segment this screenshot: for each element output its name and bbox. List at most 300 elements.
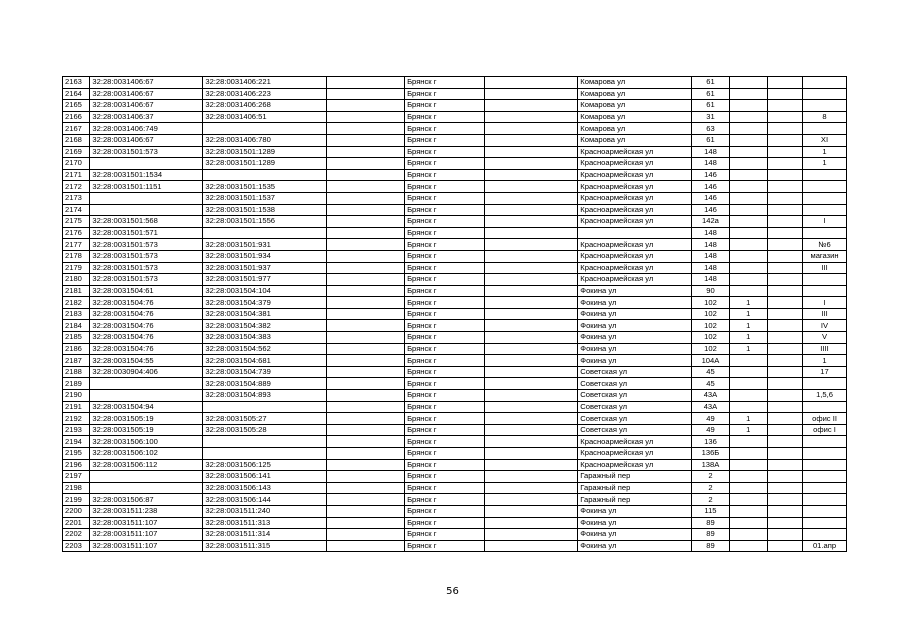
parcel-cadastral-number-cell: 32:28:0031501:573 bbox=[90, 146, 203, 158]
empty-cell bbox=[327, 77, 405, 89]
house-number-cell: 63 bbox=[692, 123, 729, 135]
empty-cell bbox=[327, 436, 405, 448]
premises-cell bbox=[803, 448, 847, 460]
table-row bbox=[63, 343, 847, 355]
empty-cell bbox=[327, 529, 405, 541]
empty-cell bbox=[327, 239, 405, 251]
empty-cell bbox=[327, 332, 405, 344]
empty-cell bbox=[327, 540, 405, 552]
empty-cell bbox=[327, 413, 405, 425]
building-cell bbox=[729, 123, 767, 135]
parcel-cadastral-number-cell: 32:28:0031406:67 bbox=[90, 134, 203, 146]
row-number-cell: 2190 bbox=[63, 390, 90, 402]
parcel-cadastral-number-cell: 32:28:0031501:571 bbox=[90, 227, 203, 239]
house-number-cell: 148 bbox=[692, 250, 729, 262]
premises-cell bbox=[803, 204, 847, 216]
building-cell bbox=[729, 529, 767, 541]
premises-cell bbox=[803, 274, 847, 286]
premises-cell bbox=[803, 227, 847, 239]
premises-cell bbox=[803, 529, 847, 541]
premises-cell bbox=[803, 505, 847, 517]
empty-cell bbox=[485, 169, 578, 181]
building-cell bbox=[729, 204, 767, 216]
street-cell: Фокина ул bbox=[578, 285, 692, 297]
parcel-cadastral-number-cell: 32:28:0031506:112 bbox=[90, 459, 203, 471]
object-cadastral-number-cell: 32:28:0031501:934 bbox=[203, 250, 327, 262]
parcel-cadastral-number-cell: 32:28:0031406:37 bbox=[90, 111, 203, 123]
street-cell: Фокина ул bbox=[578, 297, 692, 309]
row-number-cell: 2188 bbox=[63, 366, 90, 378]
parcel-cadastral-number-cell: 32:28:0031506:102 bbox=[90, 448, 203, 460]
empty-cell bbox=[327, 343, 405, 355]
parcel-cadastral-number-cell: 32:28:0031504:76 bbox=[90, 332, 203, 344]
premises-cell bbox=[803, 378, 847, 390]
row-number-cell: 2187 bbox=[63, 355, 90, 367]
empty-cell bbox=[485, 471, 578, 483]
building-cell: 1 bbox=[729, 308, 767, 320]
table-row bbox=[63, 169, 847, 181]
building-cell bbox=[729, 216, 767, 228]
premises-cell: III bbox=[803, 262, 847, 274]
row-number-cell: 2167 bbox=[63, 123, 90, 135]
house-number-cell: 45 bbox=[692, 366, 729, 378]
block-cell bbox=[767, 100, 802, 112]
premises-cell: IV bbox=[803, 320, 847, 332]
city-cell: Брянск г bbox=[405, 366, 485, 378]
table-row bbox=[63, 505, 847, 517]
parcel-cadastral-number-cell: 32:28:0031505:19 bbox=[90, 424, 203, 436]
city-cell: Брянск г bbox=[405, 482, 485, 494]
object-cadastral-number-cell: 32:28:0031501:1289 bbox=[203, 158, 327, 170]
street-cell: Гаражный пер bbox=[578, 494, 692, 506]
row-number-cell: 2173 bbox=[63, 192, 90, 204]
block-cell bbox=[767, 239, 802, 251]
city-cell: Брянск г bbox=[405, 239, 485, 251]
object-cadastral-number-cell: 32:28:0031406:51 bbox=[203, 111, 327, 123]
empty-cell bbox=[327, 482, 405, 494]
city-cell: Брянск г bbox=[405, 134, 485, 146]
building-cell bbox=[729, 448, 767, 460]
table-row bbox=[63, 262, 847, 274]
premises-cell: №6 bbox=[803, 239, 847, 251]
street-cell: Советская ул bbox=[578, 378, 692, 390]
table-row bbox=[63, 250, 847, 262]
city-cell: Брянск г bbox=[405, 111, 485, 123]
city-cell: Брянск г bbox=[405, 517, 485, 529]
row-number-cell: 2179 bbox=[63, 262, 90, 274]
block-cell bbox=[767, 482, 802, 494]
empty-cell bbox=[485, 366, 578, 378]
house-number-cell: 49 bbox=[692, 424, 729, 436]
empty-cell bbox=[327, 134, 405, 146]
premises-cell: 1 bbox=[803, 158, 847, 170]
empty-cell bbox=[327, 250, 405, 262]
parcel-cadastral-number-cell bbox=[90, 378, 203, 390]
row-number-cell: 2165 bbox=[63, 100, 90, 112]
street-cell: Советская ул bbox=[578, 424, 692, 436]
city-cell: Брянск г bbox=[405, 216, 485, 228]
parcel-cadastral-number-cell: 32:28:0031504:94 bbox=[90, 401, 203, 413]
table-row bbox=[63, 146, 847, 158]
row-number-cell: 2189 bbox=[63, 378, 90, 390]
empty-cell bbox=[485, 505, 578, 517]
object-cadastral-number-cell: 32:28:0031511:315 bbox=[203, 540, 327, 552]
parcel-cadastral-number-cell: 32:28:0031511:107 bbox=[90, 529, 203, 541]
parcel-cadastral-number-cell: 32:28:0031406:67 bbox=[90, 77, 203, 89]
object-cadastral-number-cell bbox=[203, 436, 327, 448]
empty-cell bbox=[485, 192, 578, 204]
object-cadastral-number-cell: 32:28:0031501:1537 bbox=[203, 192, 327, 204]
city-cell: Брянск г bbox=[405, 169, 485, 181]
block-cell bbox=[767, 146, 802, 158]
object-cadastral-number-cell: 32:28:0031505:27 bbox=[203, 413, 327, 425]
house-number-cell: 61 bbox=[692, 100, 729, 112]
street-cell: Фокина ул bbox=[578, 320, 692, 332]
street-cell: Советская ул bbox=[578, 390, 692, 402]
street-cell: Красноармейская ул bbox=[578, 262, 692, 274]
empty-cell bbox=[327, 274, 405, 286]
block-cell bbox=[767, 181, 802, 193]
table-body bbox=[63, 77, 847, 552]
row-number-cell: 2185 bbox=[63, 332, 90, 344]
empty-cell bbox=[485, 181, 578, 193]
block-cell bbox=[767, 134, 802, 146]
row-number-cell: 2166 bbox=[63, 111, 90, 123]
object-cadastral-number-cell: 32:28:0031504:893 bbox=[203, 390, 327, 402]
street-cell: Комарова ул bbox=[578, 88, 692, 100]
registry-table bbox=[62, 76, 847, 552]
street-cell: Фокина ул bbox=[578, 517, 692, 529]
city-cell: Брянск г bbox=[405, 146, 485, 158]
table-row bbox=[63, 471, 847, 483]
building-cell bbox=[729, 227, 767, 239]
street-cell: Красноармейская ул bbox=[578, 181, 692, 193]
street-cell: Красноармейская ул bbox=[578, 459, 692, 471]
table-row bbox=[63, 424, 847, 436]
city-cell: Брянск г bbox=[405, 436, 485, 448]
street-cell: Советская ул bbox=[578, 366, 692, 378]
house-number-cell: 43А bbox=[692, 390, 729, 402]
block-cell bbox=[767, 192, 802, 204]
empty-cell bbox=[485, 540, 578, 552]
row-number-cell: 2178 bbox=[63, 250, 90, 262]
block-cell bbox=[767, 413, 802, 425]
house-number-cell: 89 bbox=[692, 529, 729, 541]
premises-cell: 8 bbox=[803, 111, 847, 123]
row-number-cell: 2176 bbox=[63, 227, 90, 239]
empty-cell bbox=[327, 505, 405, 517]
building-cell bbox=[729, 355, 767, 367]
empty-cell bbox=[327, 123, 405, 135]
city-cell: Брянск г bbox=[405, 448, 485, 460]
building-cell bbox=[729, 459, 767, 471]
city-cell: Брянск г bbox=[405, 332, 485, 344]
city-cell: Брянск г bbox=[405, 505, 485, 517]
premises-cell: 1 bbox=[803, 355, 847, 367]
empty-cell bbox=[485, 332, 578, 344]
table-row bbox=[63, 540, 847, 552]
building-cell: 1 bbox=[729, 332, 767, 344]
city-cell: Брянск г bbox=[405, 308, 485, 320]
table-row bbox=[63, 88, 847, 100]
building-cell bbox=[729, 134, 767, 146]
street-cell bbox=[578, 227, 692, 239]
parcel-cadastral-number-cell: 32:28:0031504:76 bbox=[90, 343, 203, 355]
object-cadastral-number-cell: 32:28:0031506:141 bbox=[203, 471, 327, 483]
row-number-cell: 2192 bbox=[63, 413, 90, 425]
house-number-cell: 146 bbox=[692, 192, 729, 204]
block-cell bbox=[767, 332, 802, 344]
empty-cell bbox=[327, 401, 405, 413]
row-number-cell: 2184 bbox=[63, 320, 90, 332]
table-row bbox=[63, 494, 847, 506]
empty-cell bbox=[485, 204, 578, 216]
premises-cell: магазин bbox=[803, 250, 847, 262]
building-cell bbox=[729, 250, 767, 262]
city-cell: Брянск г bbox=[405, 285, 485, 297]
premises-cell: I bbox=[803, 216, 847, 228]
row-number-cell: 2198 bbox=[63, 482, 90, 494]
row-number-cell: 2202 bbox=[63, 529, 90, 541]
table-row bbox=[63, 390, 847, 402]
street-cell: Комарова ул bbox=[578, 77, 692, 89]
empty-cell bbox=[485, 424, 578, 436]
street-cell: Красноармейская ул bbox=[578, 448, 692, 460]
empty-cell bbox=[485, 250, 578, 262]
empty-cell bbox=[485, 390, 578, 402]
city-cell: Брянск г bbox=[405, 529, 485, 541]
empty-cell bbox=[327, 424, 405, 436]
object-cadastral-number-cell: 32:28:0031501:1289 bbox=[203, 146, 327, 158]
empty-cell bbox=[327, 366, 405, 378]
city-cell: Брянск г bbox=[405, 204, 485, 216]
building-cell bbox=[729, 540, 767, 552]
house-number-cell: 2 bbox=[692, 494, 729, 506]
empty-cell bbox=[485, 401, 578, 413]
house-number-cell: 142а bbox=[692, 216, 729, 228]
empty-cell bbox=[485, 123, 578, 135]
row-number-cell: 2164 bbox=[63, 88, 90, 100]
block-cell bbox=[767, 262, 802, 274]
empty-cell bbox=[485, 482, 578, 494]
object-cadastral-number-cell: 32:28:0031504:104 bbox=[203, 285, 327, 297]
house-number-cell: 31 bbox=[692, 111, 729, 123]
row-number-cell: 2177 bbox=[63, 239, 90, 251]
parcel-cadastral-number-cell: 32:28:0031406:67 bbox=[90, 100, 203, 112]
empty-cell bbox=[327, 517, 405, 529]
house-number-cell: 102 bbox=[692, 332, 729, 344]
object-cadastral-number-cell: 32:28:0031506:125 bbox=[203, 459, 327, 471]
premises-cell bbox=[803, 192, 847, 204]
object-cadastral-number-cell: 32:28:0031505:28 bbox=[203, 424, 327, 436]
empty-cell bbox=[485, 239, 578, 251]
house-number-cell: 89 bbox=[692, 540, 729, 552]
building-cell: 1 bbox=[729, 320, 767, 332]
premises-cell bbox=[803, 517, 847, 529]
block-cell bbox=[767, 123, 802, 135]
block-cell bbox=[767, 540, 802, 552]
empty-cell bbox=[485, 494, 578, 506]
building-cell bbox=[729, 482, 767, 494]
object-cadastral-number-cell: 32:28:0031406:223 bbox=[203, 88, 327, 100]
premises-cell bbox=[803, 401, 847, 413]
house-number-cell: 104А bbox=[692, 355, 729, 367]
city-cell: Брянск г bbox=[405, 297, 485, 309]
house-number-cell: 146 bbox=[692, 181, 729, 193]
block-cell bbox=[767, 401, 802, 413]
block-cell bbox=[767, 204, 802, 216]
house-number-cell: 146 bbox=[692, 169, 729, 181]
street-cell: Красноармейская ул bbox=[578, 169, 692, 181]
table-row bbox=[63, 100, 847, 112]
block-cell bbox=[767, 424, 802, 436]
table-row bbox=[63, 274, 847, 286]
street-cell: Красноармейская ул bbox=[578, 158, 692, 170]
premises-cell: XI bbox=[803, 134, 847, 146]
premises-cell: офис II bbox=[803, 413, 847, 425]
table-row bbox=[63, 517, 847, 529]
empty-cell bbox=[485, 227, 578, 239]
empty-cell bbox=[327, 227, 405, 239]
house-number-cell: 102 bbox=[692, 343, 729, 355]
house-number-cell: 61 bbox=[692, 77, 729, 89]
object-cadastral-number-cell: 32:28:0031504:889 bbox=[203, 378, 327, 390]
object-cadastral-number-cell: 32:28:0031406:268 bbox=[203, 100, 327, 112]
parcel-cadastral-number-cell: 32:28:0031501:573 bbox=[90, 274, 203, 286]
object-cadastral-number-cell: 32:28:0031501:937 bbox=[203, 262, 327, 274]
city-cell: Брянск г bbox=[405, 378, 485, 390]
parcel-cadastral-number-cell: 32:28:0031511:238 bbox=[90, 505, 203, 517]
premises-cell bbox=[803, 169, 847, 181]
city-cell: Брянск г bbox=[405, 192, 485, 204]
object-cadastral-number-cell: 32:28:0031504:381 bbox=[203, 308, 327, 320]
table-row bbox=[63, 285, 847, 297]
city-cell: Брянск г bbox=[405, 494, 485, 506]
empty-cell bbox=[485, 100, 578, 112]
empty-cell bbox=[485, 517, 578, 529]
block-cell bbox=[767, 448, 802, 460]
building-cell bbox=[729, 158, 767, 170]
table-row bbox=[63, 216, 847, 228]
building-cell bbox=[729, 494, 767, 506]
block-cell bbox=[767, 88, 802, 100]
empty-cell bbox=[485, 158, 578, 170]
street-cell: Красноармейская ул bbox=[578, 204, 692, 216]
row-number-cell: 2191 bbox=[63, 401, 90, 413]
row-number-cell: 2201 bbox=[63, 517, 90, 529]
object-cadastral-number-cell: 32:28:0031504:681 bbox=[203, 355, 327, 367]
object-cadastral-number-cell: 32:28:0031504:379 bbox=[203, 297, 327, 309]
empty-cell bbox=[327, 448, 405, 460]
parcel-cadastral-number-cell: 32:28:0030904:406 bbox=[90, 366, 203, 378]
parcel-cadastral-number-cell: 32:28:0031501:573 bbox=[90, 239, 203, 251]
city-cell: Брянск г bbox=[405, 274, 485, 286]
table-row bbox=[63, 297, 847, 309]
parcel-cadastral-number-cell: 32:28:0031504:76 bbox=[90, 297, 203, 309]
empty-cell bbox=[485, 378, 578, 390]
table-row bbox=[63, 123, 847, 135]
street-cell: Фокина ул bbox=[578, 355, 692, 367]
block-cell bbox=[767, 459, 802, 471]
table-row bbox=[63, 239, 847, 251]
block-cell bbox=[767, 308, 802, 320]
empty-cell bbox=[327, 146, 405, 158]
city-cell: Брянск г bbox=[405, 77, 485, 89]
object-cadastral-number-cell: 32:28:0031504:739 bbox=[203, 366, 327, 378]
premises-cell: офис I bbox=[803, 424, 847, 436]
object-cadastral-number-cell bbox=[203, 401, 327, 413]
building-cell: 1 bbox=[729, 413, 767, 425]
parcel-cadastral-number-cell: 32:28:0031511:107 bbox=[90, 517, 203, 529]
street-cell: Гаражный пер bbox=[578, 482, 692, 494]
empty-cell bbox=[485, 111, 578, 123]
empty-cell bbox=[327, 459, 405, 471]
premises-cell bbox=[803, 459, 847, 471]
block-cell bbox=[767, 216, 802, 228]
street-cell: Комарова ул bbox=[578, 100, 692, 112]
empty-cell bbox=[327, 158, 405, 170]
street-cell: Красноармейская ул bbox=[578, 436, 692, 448]
empty-cell bbox=[485, 285, 578, 297]
empty-cell bbox=[485, 355, 578, 367]
house-number-cell: 148 bbox=[692, 239, 729, 251]
row-number-cell: 2170 bbox=[63, 158, 90, 170]
empty-cell bbox=[485, 529, 578, 541]
object-cadastral-number-cell bbox=[203, 448, 327, 460]
city-cell: Брянск г bbox=[405, 227, 485, 239]
block-cell bbox=[767, 297, 802, 309]
block-cell bbox=[767, 390, 802, 402]
street-cell: Гаражный пер bbox=[578, 471, 692, 483]
table-row bbox=[63, 111, 847, 123]
empty-cell bbox=[485, 262, 578, 274]
house-number-cell: 148 bbox=[692, 262, 729, 274]
city-cell: Брянск г bbox=[405, 250, 485, 262]
empty-cell bbox=[485, 297, 578, 309]
object-cadastral-number-cell: 32:28:0031406:221 bbox=[203, 77, 327, 89]
building-cell bbox=[729, 100, 767, 112]
house-number-cell: 102 bbox=[692, 308, 729, 320]
parcel-cadastral-number-cell: 32:28:0031501:573 bbox=[90, 262, 203, 274]
table-row bbox=[63, 308, 847, 320]
house-number-cell: 136Б bbox=[692, 448, 729, 460]
block-cell bbox=[767, 320, 802, 332]
row-number-cell: 2196 bbox=[63, 459, 90, 471]
row-number-cell: 2193 bbox=[63, 424, 90, 436]
parcel-cadastral-number-cell: 32:28:0031504:55 bbox=[90, 355, 203, 367]
premises-cell: 01.апр bbox=[803, 540, 847, 552]
street-cell: Красноармейская ул bbox=[578, 216, 692, 228]
block-cell bbox=[767, 366, 802, 378]
building-cell bbox=[729, 77, 767, 89]
building-cell bbox=[729, 274, 767, 286]
parcel-cadastral-number-cell: 32:28:0031501:573 bbox=[90, 250, 203, 262]
building-cell bbox=[729, 262, 767, 274]
street-cell: Красноармейская ул bbox=[578, 146, 692, 158]
city-cell: Брянск г bbox=[405, 123, 485, 135]
house-number-cell: 89 bbox=[692, 517, 729, 529]
empty-cell bbox=[327, 88, 405, 100]
street-cell: Комарова ул bbox=[578, 134, 692, 146]
object-cadastral-number-cell: 32:28:0031406:780 bbox=[203, 134, 327, 146]
building-cell bbox=[729, 471, 767, 483]
city-cell: Брянск г bbox=[405, 471, 485, 483]
table-row bbox=[63, 134, 847, 146]
parcel-cadastral-number-cell bbox=[90, 158, 203, 170]
empty-cell bbox=[485, 448, 578, 460]
premises-cell: 17 bbox=[803, 366, 847, 378]
building-cell bbox=[729, 390, 767, 402]
